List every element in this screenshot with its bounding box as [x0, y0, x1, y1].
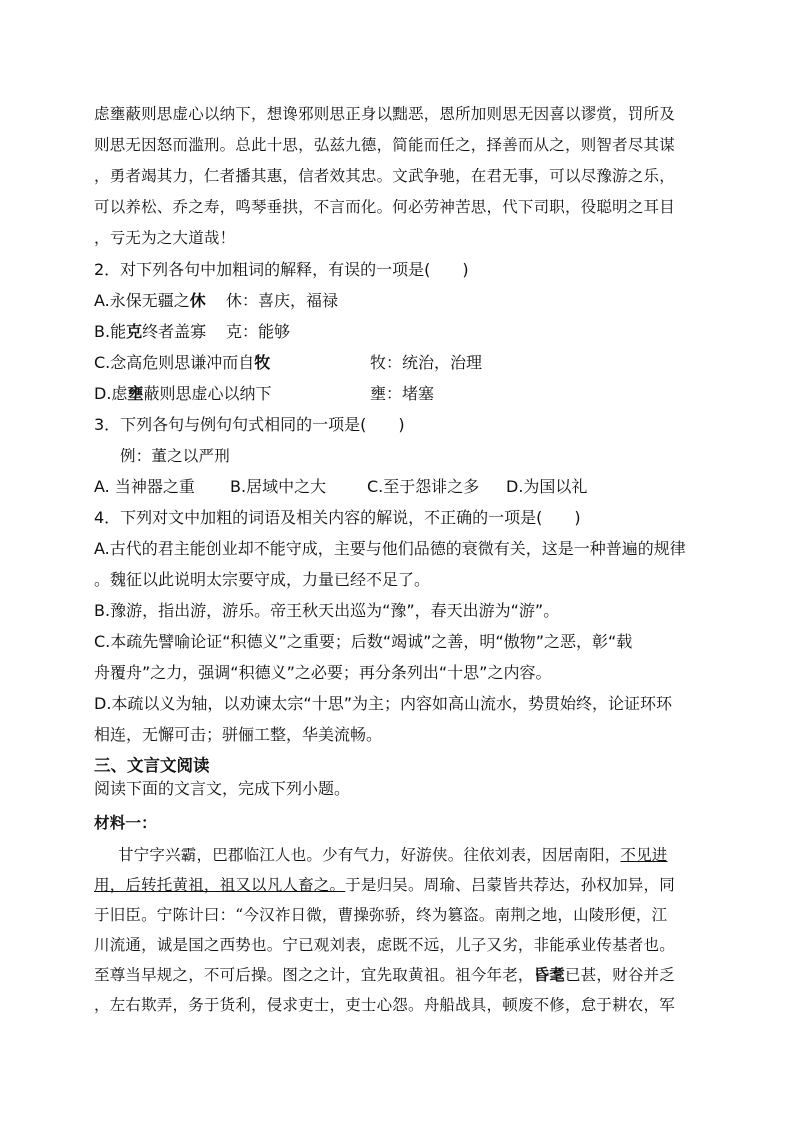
passage-text: 虑壅蔽则思虚心以纳下，想谗邪则思正身以黜恶，恩所加则思无因喜以谬赏，罚所及 — [94, 105, 675, 123]
underlined-text: 不见进 — [620, 846, 668, 864]
option-gloss: 休：喜庆，福禄 — [226, 291, 339, 310]
passage-text: 可以养松、乔之寿，鸣琴垂拱，不言而化。何必劳神苦思，代下司职，役聪明之耳目 — [94, 198, 675, 216]
option-text: C.本疏先譬喻论证“积德义”之重要；后数“竭诚”之善，明“傲物”之恶，彰“载 — [94, 632, 633, 651]
material-text: ，左右欺弄，务于货利，侵求吏士，吏士心怨。舟船战具，顿废不修，怠于耕农，军 — [94, 996, 675, 1014]
material-title: 材料一： — [94, 813, 157, 832]
question-3-options — [94, 477, 587, 497]
question-stem: 2．对下列各句中加粗词的解释，有误的一项是( ) — [94, 260, 469, 279]
material-text: 川流通，诚是国之西势也。宁已观刘表，虑既不远，儿子又劣，非能承业传基者也。 — [94, 936, 675, 954]
question-4-option-b — [94, 601, 559, 621]
question-2-option-b — [94, 322, 694, 342]
question-2-option-c — [94, 353, 694, 373]
option-b: B.居域中之大 — [230, 477, 327, 496]
question-4-option-c-line1 — [94, 632, 632, 652]
passage-text: ，亏无为之大道哉！ — [94, 229, 236, 247]
option-gloss: 壅：堵塞 — [370, 384, 435, 403]
material-line-4 — [94, 935, 675, 955]
question-4-option-a-line1 — [94, 539, 686, 559]
option-text: 相连，无懈可击；骈俪工整，华美流畅。 — [94, 725, 383, 744]
question-4-option-c-line2 — [94, 663, 551, 683]
material-line-2 — [94, 875, 675, 895]
passage-line-5 — [94, 228, 235, 248]
material-text: 已甚，财谷并乏 — [565, 966, 675, 984]
section-title: 三、文言文阅读 — [94, 756, 210, 775]
bold-word: 牧 — [254, 353, 271, 372]
material-text: 于旧臣。宁陈计曰：“今汉祚日微，曹操弥骄，终为篡盗。南荆之地，山陵形便，江 — [94, 906, 668, 924]
option-text: 终者盖寡 — [142, 322, 207, 341]
section-instruction — [94, 779, 350, 799]
question-4-option-d-line2 — [94, 725, 382, 745]
passage-line-2 — [94, 135, 675, 155]
question-stem: 3．下列各句与例句句式相同的一项是( ) — [94, 415, 405, 434]
option-text: D.本疏以义为轴，以劝谏太宗“十思”为主；内容如高山流水，势贯始终，论证环环 — [94, 694, 672, 713]
material-line-1 — [118, 845, 668, 865]
option-text: A.古代的君主能创业却不能守成，主要与他们品德的衰微有关，这是一种普遍的规律 — [94, 539, 686, 558]
option-text: 蔽则思虚心以纳下 — [143, 384, 272, 403]
example-text: 例：董之以严刑 — [120, 447, 230, 465]
underlined-text: 用，后转托黄祖，祖又以凡人畜之。 — [94, 876, 346, 894]
question-3-example — [120, 446, 230, 466]
material-line-6 — [94, 995, 675, 1015]
option-text: D.虑 — [94, 384, 128, 403]
option-a: A. 当神器之重 — [94, 477, 195, 496]
passage-text: 则思无因怒而滥刑。总此十思，弘兹九德，简能而任之，择善而从之，则智者尽其谋 — [94, 136, 675, 154]
material-label — [94, 813, 157, 833]
material-line-3 — [94, 905, 667, 925]
material-text: 甘宁字兴霸，巴郡临江人也。少有气力，好游侠。往依刘表，因居南阳， — [118, 846, 621, 864]
question-stem: 4．下列对文中加粗的词语及相关内容的解说，不正确的一项是( ) — [94, 508, 581, 527]
option-c: C.至于怨诽之多 — [367, 477, 480, 496]
bold-word: 克 — [126, 322, 143, 341]
section-heading — [94, 756, 210, 776]
question-2-option-a — [94, 291, 694, 311]
question-4-stem — [94, 508, 581, 528]
question-4-option-d-line1 — [94, 694, 672, 714]
option-gloss: 克：能够 — [226, 322, 291, 341]
passage-line-4 — [94, 197, 675, 217]
question-2-option-d — [94, 384, 694, 404]
option-text: B.能 — [94, 322, 127, 341]
instruction-text: 阅读下面的文言文，完成下列小题。 — [94, 779, 351, 798]
option-text: B.豫游，指出游，游乐。帝王秋天出巡为“豫”，春天出游为“游”。 — [94, 601, 560, 620]
option-text: A.永保无疆之 — [94, 291, 190, 310]
material-text: 于是归吴。周瑜、吕蒙皆共荐达，孙权加异，同 — [345, 876, 675, 894]
question-3-stem — [94, 415, 405, 435]
passage-line-1 — [94, 104, 675, 124]
option-d: D.为国以礼 — [506, 477, 588, 496]
bold-word: 壅 — [127, 384, 144, 403]
passage-line-3 — [94, 166, 675, 186]
option-gloss: 牧：统治，治理 — [370, 353, 483, 372]
bold-word: 休 — [189, 291, 206, 310]
question-2-stem — [94, 260, 469, 280]
option-text: 。魏征以此说明太宗要守成，力量已经不足了。 — [94, 570, 431, 589]
material-line-5 — [94, 965, 675, 985]
option-text: 舟覆舟”之力，强调“积德义”之必要；再分条列出“十思”之内容。 — [94, 663, 552, 682]
bold-word: 昏耄 — [533, 965, 566, 984]
option-text: C.念高危则思谦冲而自 — [94, 353, 255, 372]
passage-text: ，勇者竭其力，仁者播其惠，信者效其忠。文武争驰，在君无事，可以尽豫游之乐， — [94, 167, 675, 185]
question-4-option-a-line2 — [94, 570, 430, 590]
material-text: 至尊当早规之，不可后操。图之之计，宜先取黄祖。祖今年老， — [94, 966, 534, 984]
